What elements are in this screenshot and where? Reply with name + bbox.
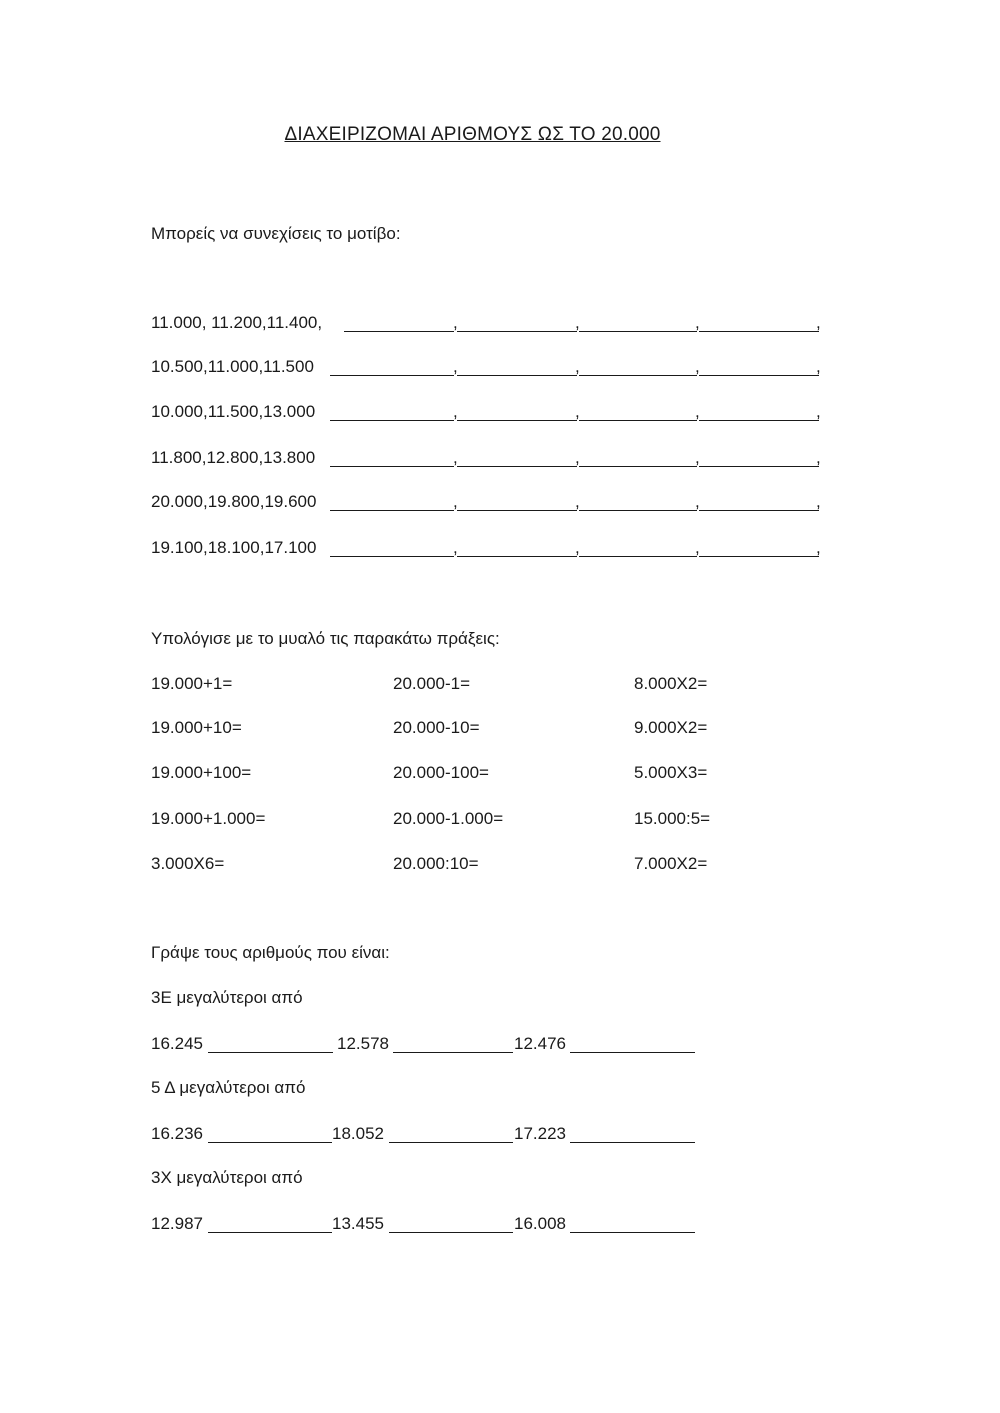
write-numbers-instruction: Γράψε τους αριθμούς που είναι: (151, 943, 390, 962)
math-problem: 20.000-1.000= (393, 809, 504, 828)
separator-comma: , (453, 402, 458, 421)
answer-blank[interactable] (699, 420, 819, 421)
math-problem: 7.000Χ2= (634, 854, 708, 873)
group-label: 5 Δ μεγαλύτεροι από (151, 1078, 306, 1097)
separator-comma: , (695, 492, 700, 511)
answer-blank[interactable] (457, 331, 577, 332)
separator-comma: , (453, 357, 458, 376)
pattern-row (151, 402, 831, 426)
pattern-instruction: Μπορείς να συνεχίσεις το μοτίβο: (151, 224, 401, 243)
answer-blank[interactable] (330, 466, 454, 467)
pattern-row (151, 448, 831, 472)
separator-comma: , (816, 357, 821, 376)
pattern-start-numbers: 11.000, 11.200,11.400, (151, 313, 323, 332)
answer-blank[interactable] (208, 1052, 333, 1053)
answer-blank[interactable] (457, 420, 577, 421)
pattern-start-numbers: 11.800,12.800,13.800 (151, 448, 316, 467)
given-number: 12.578 (337, 1034, 389, 1053)
math-problem: 20.000-100= (393, 763, 489, 782)
separator-comma: , (575, 357, 580, 376)
math-problem: 8.000Χ2= (634, 674, 708, 693)
given-number: 12.987 (151, 1214, 203, 1233)
separator-comma: , (695, 402, 700, 421)
separator-comma: , (816, 492, 821, 511)
answer-blank[interactable] (579, 510, 697, 511)
answer-blank[interactable] (579, 466, 697, 467)
pattern-row (151, 313, 831, 337)
pattern-start-numbers: 19.100,18.100,17.100 (151, 538, 317, 557)
answer-blank[interactable] (457, 375, 577, 376)
separator-comma: , (816, 402, 821, 421)
answer-blank[interactable] (457, 556, 577, 557)
math-problem: 19.000+10= (151, 718, 242, 737)
separator-comma: , (575, 538, 580, 557)
given-number: 18.052 (332, 1124, 384, 1143)
pattern-start-numbers: 10.500,11.000,11.500 (151, 357, 314, 376)
math-problem: 19.000+1.000= (151, 809, 266, 828)
answer-blank[interactable] (579, 556, 697, 557)
answer-blank[interactable] (699, 466, 819, 467)
mental-math-instruction: Υπολόγισε με το μυαλό τις παρακάτω πράξεις: (151, 629, 500, 648)
pattern-row (151, 538, 831, 562)
answer-blank[interactable] (330, 375, 454, 376)
answer-blank[interactable] (699, 331, 819, 332)
math-problem: 19.000+1= (151, 674, 233, 693)
answer-blank[interactable] (579, 420, 697, 421)
answer-blank[interactable] (579, 331, 697, 332)
separator-comma: , (695, 357, 700, 376)
separator-comma: , (453, 313, 458, 332)
group-label: 3Χ μεγαλύτεροι από (151, 1168, 303, 1187)
given-number: 16.236 (151, 1124, 203, 1143)
answer-blank[interactable] (208, 1232, 332, 1233)
math-problem: 15.000:5= (634, 809, 711, 828)
answer-blank[interactable] (570, 1052, 695, 1053)
answer-blank[interactable] (330, 556, 454, 557)
separator-comma: , (695, 448, 700, 467)
answer-blank[interactable] (699, 375, 819, 376)
answer-blank[interactable] (570, 1232, 695, 1233)
separator-comma: , (695, 313, 700, 332)
answer-blank[interactable] (393, 1052, 513, 1053)
pattern-start-numbers: 20.000,19.800,19.600 (151, 492, 317, 511)
answer-blank[interactable] (699, 510, 819, 511)
math-problem: 20.000-1= (393, 674, 471, 693)
answer-blank[interactable] (389, 1142, 513, 1143)
separator-comma: , (816, 448, 821, 467)
answer-blank[interactable] (699, 556, 819, 557)
answer-blank[interactable] (330, 510, 454, 511)
pattern-row (151, 357, 831, 381)
worksheet-title: ΔΙΑΧΕΙΡΙΖΟΜΑΙ ΑΡΙΘΜΟΥΣ ΩΣ ΤΟ 20.000 (284, 124, 661, 145)
given-number: 13.455 (332, 1214, 384, 1233)
answer-blank[interactable] (330, 420, 454, 421)
separator-comma: , (695, 538, 700, 557)
math-problem: 5.000Χ3= (634, 763, 708, 782)
math-problem: 20.000-10= (393, 718, 480, 737)
answer-blank[interactable] (457, 510, 577, 511)
given-number: 17.223 (514, 1124, 566, 1143)
answer-blank[interactable] (457, 466, 577, 467)
math-problem: 19.000+100= (151, 763, 252, 782)
separator-comma: , (453, 492, 458, 511)
separator-comma: , (453, 538, 458, 557)
separator-comma: , (575, 492, 580, 511)
given-number: 16.245 (151, 1034, 203, 1053)
separator-comma: , (575, 313, 580, 332)
separator-comma: , (816, 313, 821, 332)
pattern-row (151, 492, 831, 516)
separator-comma: , (816, 538, 821, 557)
answer-blank[interactable] (570, 1142, 695, 1143)
answer-blank[interactable] (579, 375, 697, 376)
math-problem: 20.000:10= (393, 854, 479, 873)
math-problem: 3.000Χ6= (151, 854, 225, 873)
separator-comma: , (575, 448, 580, 467)
separator-comma: , (575, 402, 580, 421)
answer-blank[interactable] (389, 1232, 513, 1233)
answer-blank[interactable] (208, 1142, 332, 1143)
separator-comma: , (453, 448, 458, 467)
given-number: 16.008 (514, 1214, 566, 1233)
given-number: 12.476 (514, 1034, 566, 1053)
pattern-start-numbers: 10.000,11.500,13.000 (151, 402, 316, 421)
answer-blank[interactable] (344, 331, 454, 332)
math-problem: 9.000Χ2= (634, 718, 708, 737)
group-label: 3Ε μεγαλύτεροι από (151, 988, 303, 1007)
